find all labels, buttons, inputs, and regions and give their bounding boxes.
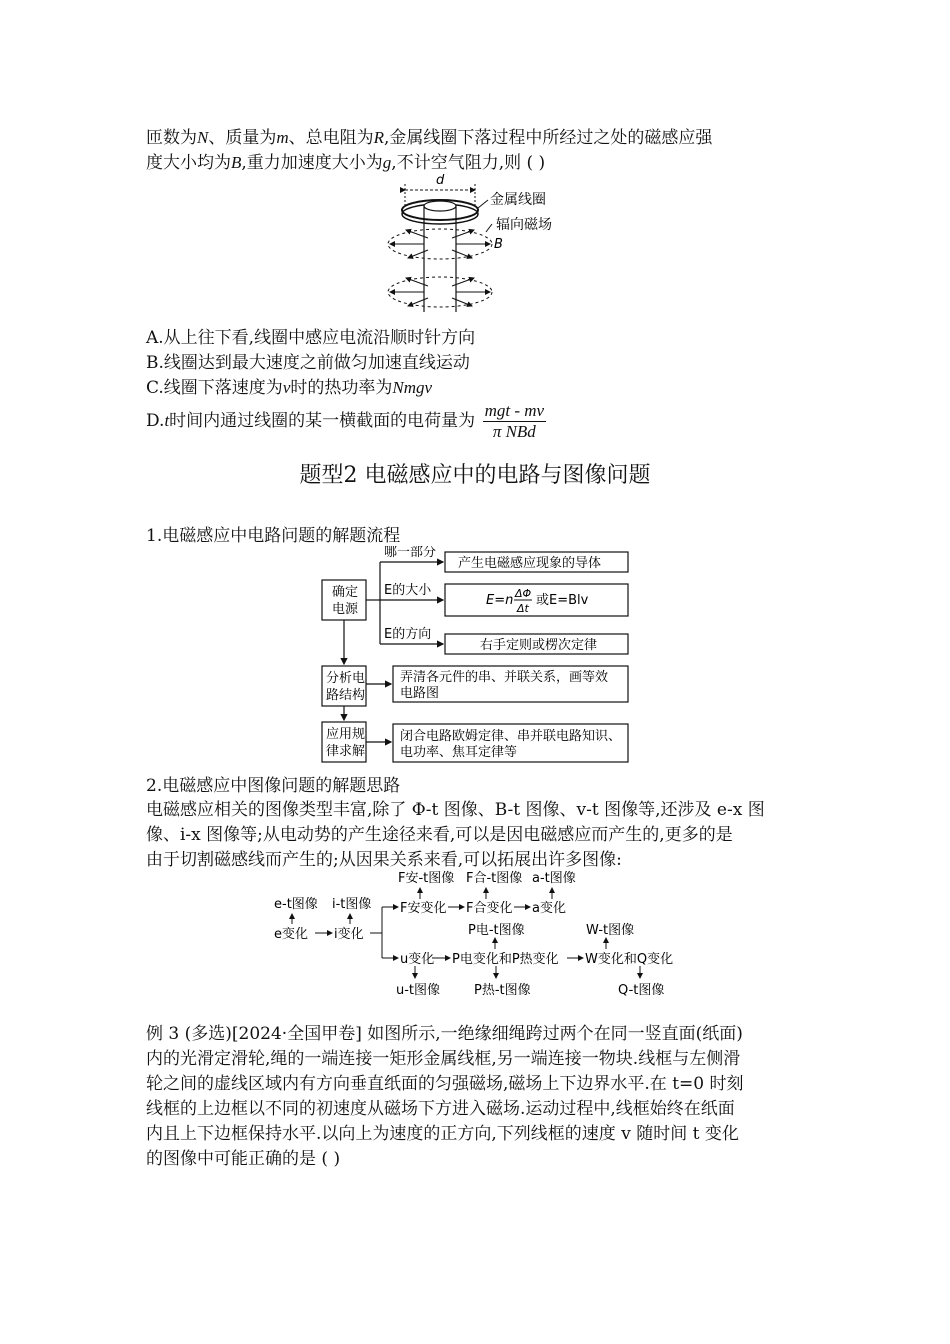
- image-causality-flowchart: [270, 866, 685, 1002]
- branch1-label: 哪一部分: [384, 546, 437, 560]
- b-label: B: [494, 237, 503, 252]
- branch2-right: 或E=Blv: [536, 593, 589, 608]
- example-line-1: 例 3 (多选)[2024·全国甲卷] 如图所示,一绝缘细绳跨过两个在同一竖直面(纸面): [146, 1024, 743, 1044]
- fan-change: F安变化: [400, 901, 447, 916]
- d-label: d: [436, 173, 445, 188]
- u-t-label: u-t图像: [396, 983, 441, 998]
- box-source-2: 电源: [332, 602, 359, 617]
- u-change: u变化: [400, 952, 435, 967]
- charge-fraction: $\frac{\text{mgt - mv}}{\text{π NBd}}$: [484, 401, 545, 441]
- branch2-num: ΔΦ: [515, 587, 532, 600]
- pdian-change: P电变化和P热变化: [452, 952, 559, 967]
- field-label: 辐向磁场: [496, 217, 552, 233]
- option-c: C.线圈下落速度为v时的热功率为Nmgv: [146, 378, 433, 398]
- question-intro-line-2: 度大小均为B,重力加速度大小为g,不计空气阻力,则 ( ): [146, 153, 546, 173]
- section2-heading: 2.电磁感应中图像问题的解题思路: [146, 776, 401, 796]
- i-change: i变化: [334, 927, 364, 942]
- apply-result-1: 闭合电路欧姆定律、串并联电路知识、: [400, 729, 622, 744]
- fan-t-label: F安-t图像: [398, 871, 455, 886]
- a-t-label: a-t图像: [532, 871, 576, 886]
- et-label: e-t图像: [274, 897, 318, 912]
- branch3-result: 右手定则或楞次定律: [480, 638, 598, 653]
- structure-result-1: 弄清各元件的串、并联关系，画等效: [400, 670, 609, 685]
- option-b: B.线圈达到最大速度之前做匀加速直线运动: [146, 353, 470, 373]
- a-change: a变化: [532, 901, 566, 916]
- apply-result-2: 电功率、焦耳定律等: [400, 745, 518, 760]
- branch2-den: Δt: [517, 602, 529, 615]
- pre-t-label: P热-t图像: [474, 983, 531, 998]
- branch1-result: 产生电磁感应现象的导体: [458, 556, 602, 571]
- example-line-3: 轮之间的虚线区域内有方向垂直纸面的匀强磁场,磁场上下边界水平.在 t=0 时刻: [146, 1074, 744, 1094]
- w-change: W变化和Q变化: [585, 952, 674, 967]
- option-a: A.从上往下看,线圈中感应电流沿顺时针方向: [146, 328, 476, 348]
- branch2-label: E的大小: [384, 583, 432, 598]
- flow1-heading: 1.电磁感应中电路问题的解题流程: [146, 526, 401, 546]
- example-line-6: 的图像中可能正确的是 ( ): [146, 1149, 341, 1169]
- section2-p1: 电磁感应相关的图像类型丰富,除了 Φ-t 图像、B-t 图像、v-t 图像等,还涉及 e-x 图: [146, 800, 765, 820]
- box-source-1: 确定: [332, 585, 359, 600]
- fhe-t-label: F合-t图像: [466, 871, 523, 886]
- branch2-left: E=n: [486, 593, 514, 608]
- w-t-label: W-t图像: [586, 923, 635, 938]
- fhe-change: F合变化: [466, 901, 513, 916]
- structure-result-2: 电路图: [400, 686, 440, 701]
- e-change: e变化: [274, 927, 308, 942]
- coil-radial-field-figure: [380, 172, 580, 317]
- example-line-5: 内且上下边框保持水平.以向上为速度的正方向,下列线框的速度 v 随时间 t 变化: [146, 1124, 739, 1144]
- example-line-4: 线框的上边框以不同的初速度从磁场下方进入磁场.运动过程中,线框始终在纸面: [146, 1099, 735, 1119]
- section-title: 题型2 电磁感应中的电路与图像问题: [299, 463, 651, 488]
- question-intro-line-1: 匝数为N、质量为m、总电阻为R,金属线圈下落过程中所经过之处的磁感应强: [146, 128, 713, 148]
- circuit-flowchart: [318, 546, 633, 764]
- box-apply-2: 律求解: [326, 744, 366, 759]
- pdian-t-label: P电-t图像: [468, 923, 525, 938]
- section2-p3: 由于切割磁感线而产生的;从因果关系来看,可以拓展出许多图像:: [146, 850, 622, 870]
- box-structure-1: 分析电: [326, 671, 366, 686]
- section2-p2: 像、i-x 图像等;从电动势的产生途径来看,可以是因电磁感应而产生的,更多的是: [146, 825, 733, 845]
- branch3-label: E的方向: [384, 627, 432, 642]
- option-d: D.t时间内通过线圈的某一横截面的电荷量为 $\frac{\text{mgt - mv}}{\text{π NBd}}$: [146, 401, 545, 441]
- box-structure-2: 路结构: [326, 688, 366, 703]
- example-line-2: 内的光滑定滑轮,绳的一端连接一矩形金属线框,另一端连接一物块.线框与左侧滑: [146, 1049, 741, 1069]
- it-label: i-t图像: [332, 897, 372, 912]
- coil-label: 金属线圈: [490, 192, 546, 208]
- box-apply-1: 应用规: [326, 727, 366, 742]
- q-t-label: Q-t图像: [618, 983, 665, 998]
